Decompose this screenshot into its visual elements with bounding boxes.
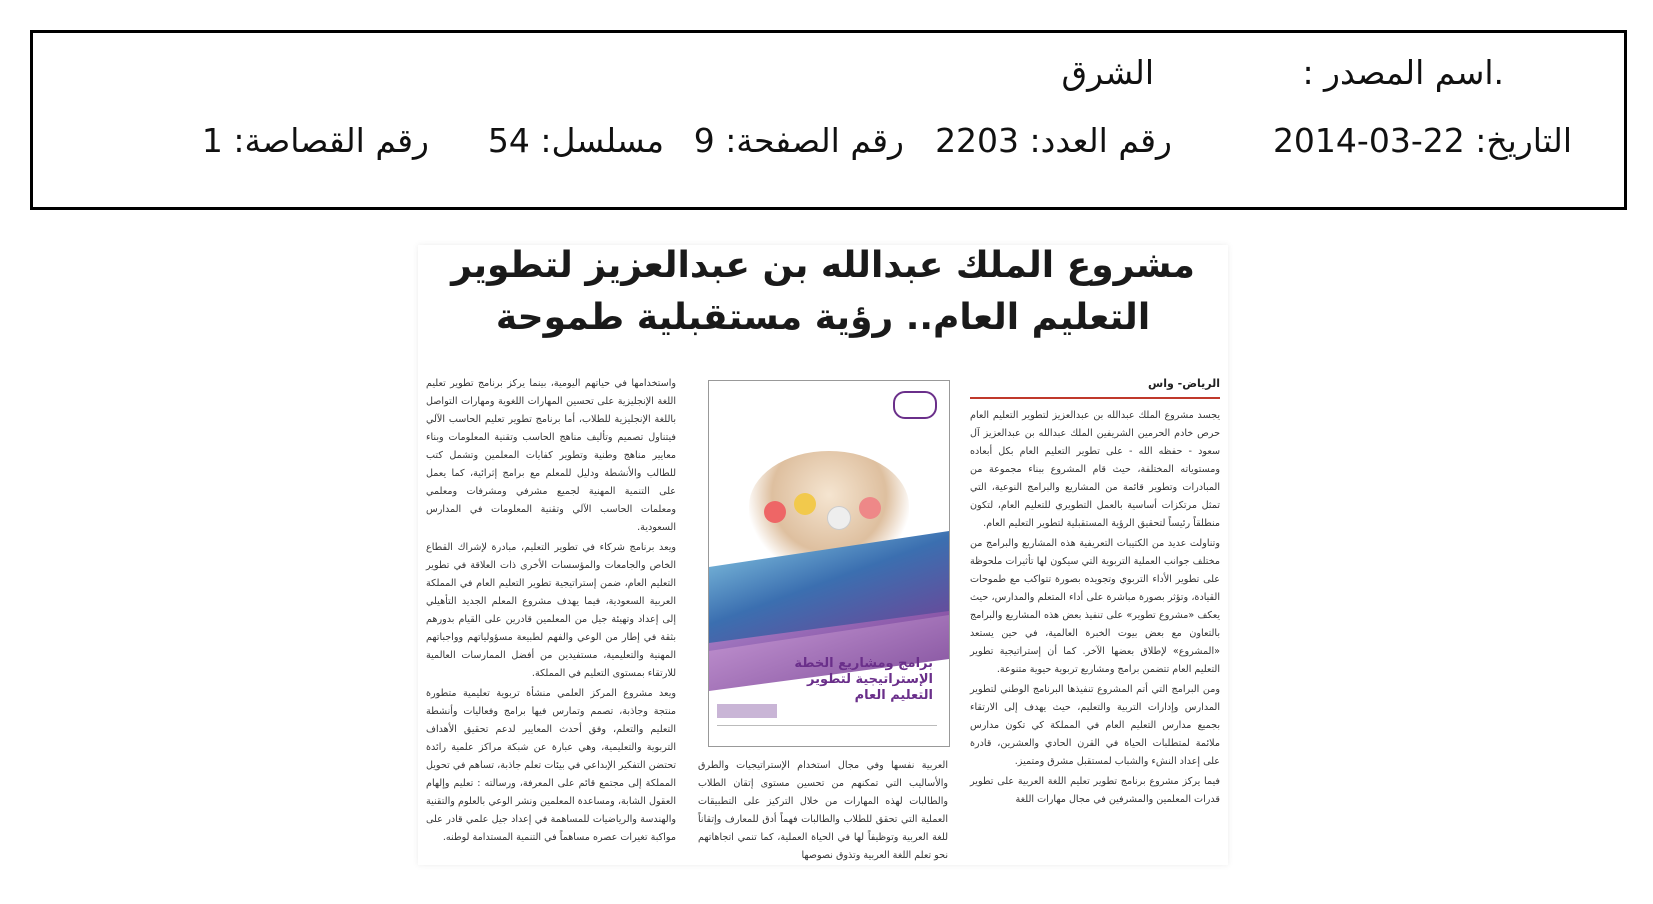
cover-footer-line: [717, 725, 937, 736]
article-column-right: [970, 375, 1220, 811]
student-icon: [859, 497, 881, 519]
clip-number-value: 1: [201, 121, 223, 160]
page-field: [694, 121, 904, 160]
issue-field: [935, 121, 1172, 160]
cover-footer-logo: [717, 704, 777, 718]
student-icon: [827, 506, 851, 530]
serial-field: [488, 121, 664, 160]
headline-line1: مشروع الملك عبدالله بن عبدالعزيز لتطوير: [451, 245, 1195, 286]
tatweer-logo-icon: [893, 391, 937, 419]
headline-line2: التعليم العام.. رؤية مستقبلية طموحة: [495, 297, 1151, 338]
paragraph: العربية نفسها وفي مجال استخدام الإستراتيجيات والطرق والأساليب التي تمكنهم من تحسين مستوى إتقان الطلاب والطالبات لهذه المهارات من خلال التركيز على التطبيقات العملية التي تحقق للطلاب والطالبات فهماً أدق للمعارف وإتقاناً للغة العربية وتوظيفاً لها في الحياة العملية، كما تنمي اتجاهاتهم نحو تعلم اللغة العربية وتذوق نصوصها: [698, 760, 948, 861]
article-column-middle: [698, 757, 948, 867]
serial-label: مسلسل:: [540, 121, 664, 160]
paragraph: ويعد برنامج شركاء في تطوير التعليم، مبادرة لإشراك القطاع الخاص والجامعات والمؤسسات الأخرى ذات العلاقة في تطوير التعليم العام، ضمن إستراتيجية تطوير التعليم العام في المملكة العربية السعودية، فيما يهدف مشروع المعلم الجديد التأهيلي إلى إعداد وتهيئة جيل من المعلمين قادرين على القيام بدورهم بثقة في إطار من الوعي والفهم لطبيعة مسؤولياتهم وواجباتهم المهنية والتعليمية، مستفيدين من أفضل الممارسات العالمية للارتقاء بمستوى التعليم في المملكة.: [426, 542, 676, 679]
serial-value: 54: [487, 121, 530, 160]
report-cover-image: [708, 380, 950, 747]
page-label: رقم الصفحة:: [725, 121, 904, 160]
source-value: الشرق: [1061, 53, 1154, 92]
clip-number-field: [202, 121, 429, 160]
page-value: 9: [693, 121, 715, 160]
student-icon: [764, 501, 786, 523]
paragraph: ومن البرامج التي أتم المشروع تنفيذها البرنامج الوطني لتطوير المدارس وإدارات التربية والتعليم، حيث يهدف إلى الارتقاء بجميع مدارس التعليم العام في المملكة كي تكون مدارس ملائمة لمتطلبات الحياة في القرن الحادي والعشرين، قادرة على إعداد النشء والشباب لمستقبل مشرق ومتميز.: [970, 684, 1220, 767]
clip-number-label: رقم القصاصة:: [233, 121, 429, 160]
paragraph: واستخدامها في حياتهم اليومية، بينما يركز برنامج تطوير تعليم اللغة الإنجليزية على تحسين المهارات اللغوية ومهارات التواصل باللغة الإنجليزية للطلاب، أما برنامج تطوير تعليم الحاسب الآلي فيتناول تصميم وتأليف مناهج الحاسب وتقنية المعلومات وبناء معايير مناهج وطنية وتطوير كفايات المعلمين وتشمل كتب للطالب والأنشطة ودليل للمعلم مع برامج إثرائية، كما يعمل على التنمية المهنية لجميع مشرفي ومشرفات ومعلمي ومعلمات الحاسب الآلي وتقنية المعلومات في المدارس السعودية.: [426, 378, 676, 533]
date-value: 2014-03-22: [1272, 121, 1465, 160]
source-label: .اسم المصدر :: [1302, 53, 1504, 92]
byline: الرياض- واس: [970, 375, 1220, 399]
paragraph: ويعد مشروع المركز العلمي منشأة تربوية تعليمية متطورة منتجة وجاذبة، تصمم وتمارس فيها برامج وفعاليات وأنشطة التعليم والتعلم، وفق أحدث المعايير لدعم تحقيق الأهداف التربوية والتعليمية، وهي عبارة عن شبكة مراكز علمية رائدة تحتضن التفكير الإبداعي في بيئات تعلم جاذبة، تساهم في تحويل المملكة إلى مجتمع قائم على المعرفة، ورسالته : تعليم وإلهام العقول الشابة، ومساعدة المعلمين ونشر الوعي بالعلوم والتقنية والهندسة والرياضيات للمساهمة في إعداد جيل علمي قادر على مواكبة تغيرات عصره مساهماً في التنمية المستدامة لوطنه.: [426, 688, 676, 843]
article-column-left: [426, 375, 676, 849]
newspaper-clipping: [418, 245, 1228, 865]
issue-label: رقم العدد:: [1029, 121, 1172, 160]
date-label: التاريخ:: [1475, 121, 1572, 160]
date-field: [1273, 121, 1572, 160]
issue-value: 2203: [935, 121, 1020, 160]
student-icon: [794, 493, 816, 515]
cover-title: برامج ومشاريع الخطة الإستراتيجية لتطوير التعليم العام: [794, 656, 933, 703]
clipping-header: [30, 30, 1627, 210]
paragraph: وتناولت عديد من الكتيبات التعريفية هذه المشاريع والبرامج من مختلف جوانب العملية التربوية التي سيكون لها تأثيرات ملحوظة على تطوير الأداء التربوي وتجويده بصورة تتواكب مع طموحات القيادة، وتؤثر بصورة مباشرة على أداء المتعلم والمدارس، حيث يعكف «مشروع تطوير» على تنفيذ بعض هذه المشاريع والبرامج بالتعاون مع بعض بيوت الخبرة العالمية، في حين يستعد «المشروع» لإطلاق بعضها الآخر. كما أن إستراتيجية تطوير التعليم العام تتضمن برامج ومشاريع تربوية حيوية متنوعة.: [970, 538, 1220, 675]
paragraph: فيما يركز مشروع برنامج تطوير تعليم اللغة العربية على تطوير قدرات المعلمين والمشرفين في مجال مهارات اللغة: [970, 776, 1220, 805]
paragraph: يجسد مشروع الملك عبدالله بن عبدالعزيز لتطوير التعليم العام حرص خادم الحرمين الشريفين الملك عبدالله بن عبدالعزيز آل سعود - حفظه الله - على تطوير التعليم العام بكل أبعاده ومستوياته المختلفة، حيث قام المشروع ببناء مجموعة من المبادرات وتطوير قائمة من المشاريع والبرامج النوعية، التي تمثل مرتكزات أساسية بالعمل التطويري للتعليم العام، لتكون منطلقاً رئيساً لتحقيق الرؤية المستقبلية لتطوير التعليم العام.: [970, 410, 1220, 529]
